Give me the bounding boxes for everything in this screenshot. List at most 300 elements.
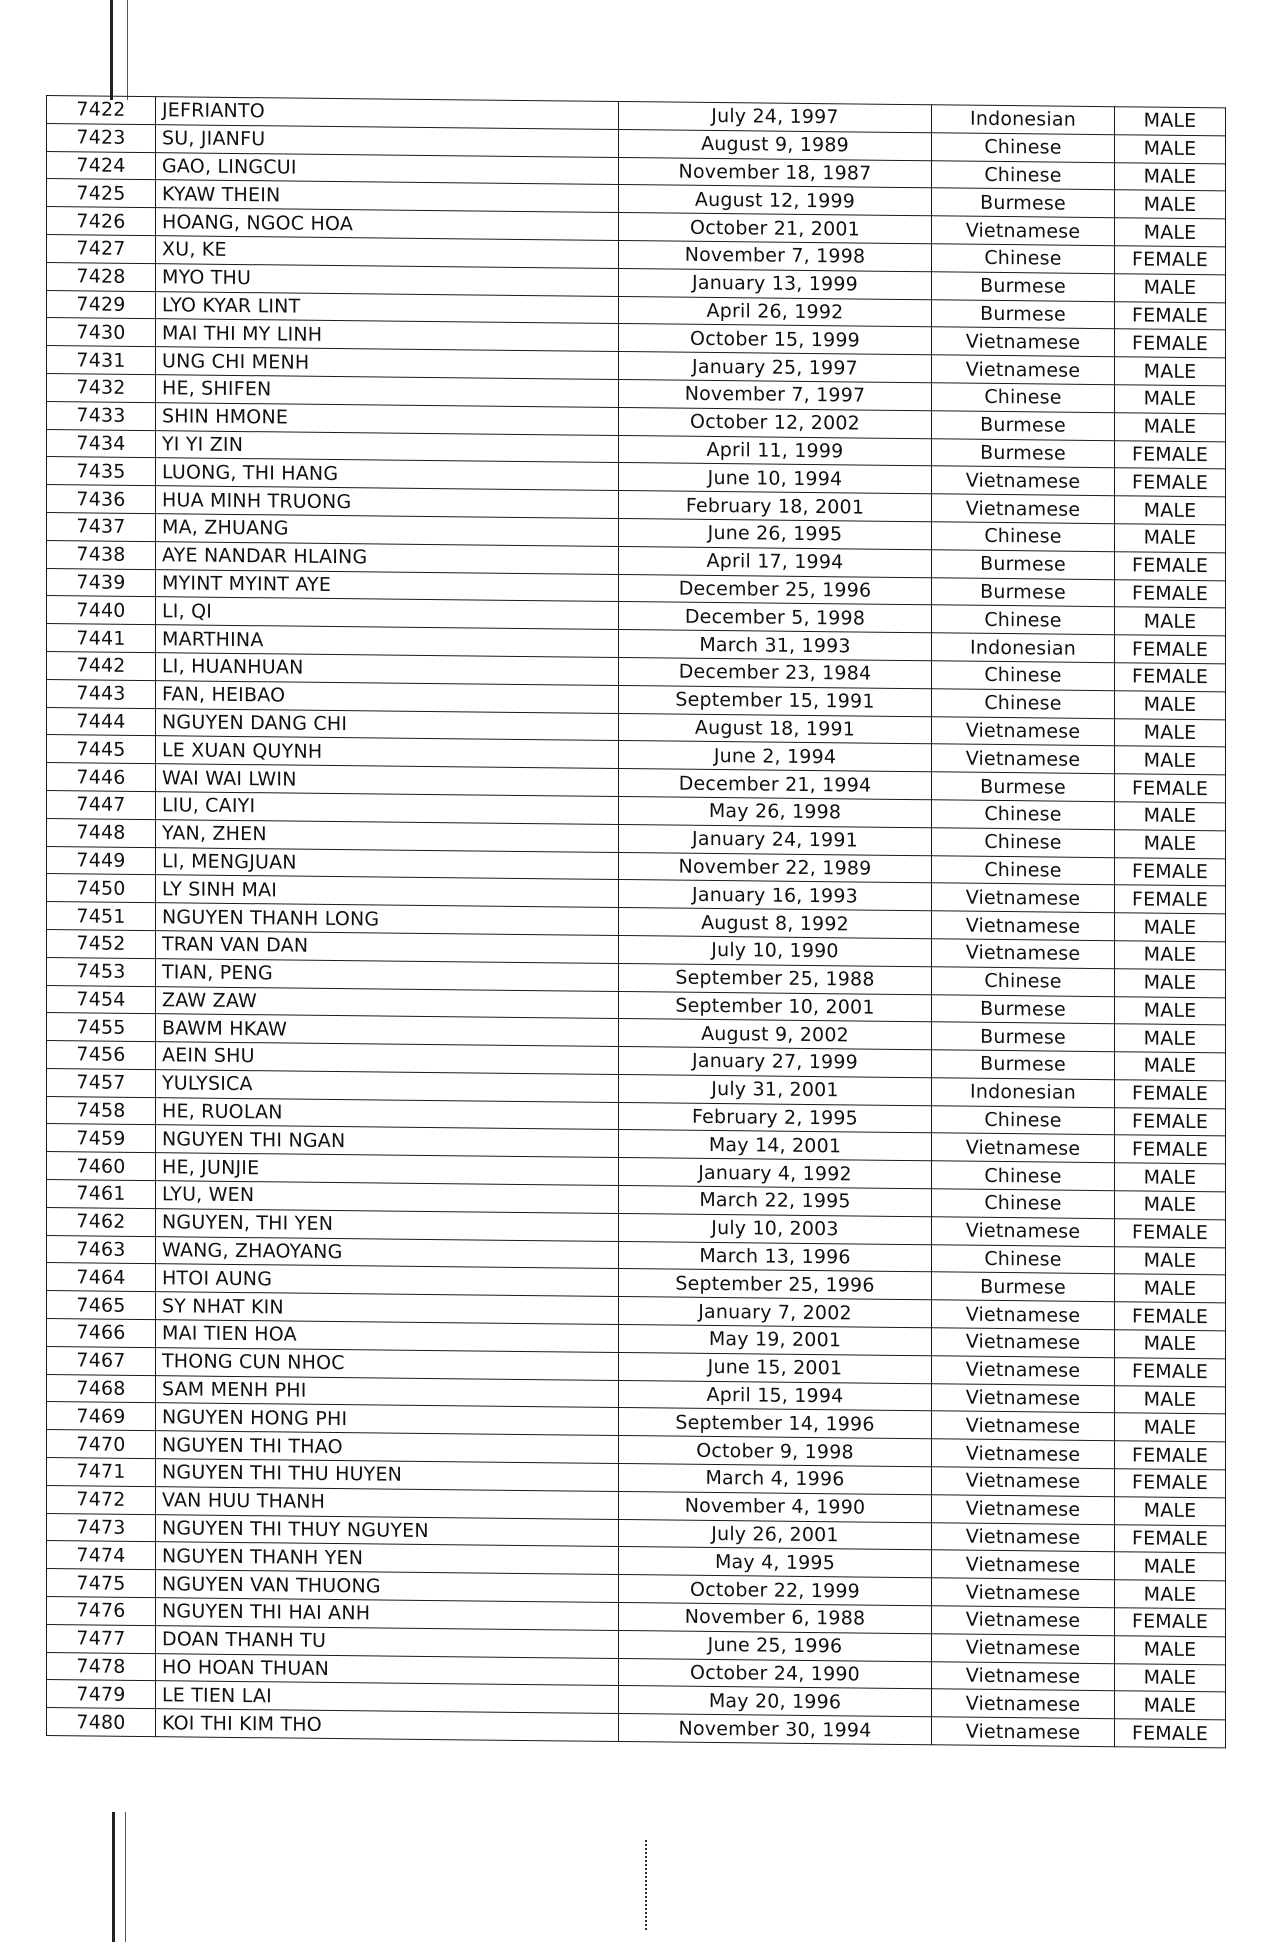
nationality-cell: Burmese bbox=[932, 188, 1115, 218]
row-number-cell: 7430 bbox=[47, 318, 156, 347]
row-number-cell: 7460 bbox=[47, 1152, 156, 1181]
person-name-cell: YULYSICA bbox=[156, 1070, 619, 1103]
date-of-birth-cell: May 20, 1996 bbox=[619, 1686, 932, 1717]
nationality-cell: Vietnamese bbox=[932, 1550, 1115, 1580]
person-name-cell: HOANG, NGOC HOA bbox=[156, 208, 619, 241]
row-number-cell: 7456 bbox=[47, 1041, 156, 1070]
person-name-cell: WAI WAI LWIN bbox=[156, 764, 619, 797]
nationality-cell: Chinese bbox=[932, 1161, 1115, 1191]
person-name-cell: SY NHAT KIN bbox=[156, 1292, 619, 1325]
sex-cell: MALE bbox=[1115, 1246, 1226, 1275]
row-number-cell: 7465 bbox=[47, 1291, 156, 1320]
nationality-cell: Vietnamese bbox=[932, 1578, 1115, 1608]
person-name-cell: KYAW THEIN bbox=[156, 180, 619, 213]
person-name-cell: NGUYEN THI THUY NGUYEN bbox=[156, 1514, 619, 1547]
row-number-cell: 7468 bbox=[47, 1374, 156, 1403]
row-number-cell: 7444 bbox=[47, 707, 156, 736]
sex-cell: FEMALE bbox=[1115, 246, 1226, 275]
sex-cell: MALE bbox=[1115, 1497, 1226, 1526]
nationality-cell: Vietnamese bbox=[932, 1661, 1115, 1691]
row-number-cell: 7480 bbox=[47, 1708, 156, 1737]
nationality-cell: Chinese bbox=[932, 160, 1115, 190]
row-number-cell: 7434 bbox=[47, 429, 156, 458]
nationality-cell: Chinese bbox=[932, 1105, 1115, 1135]
row-number-cell: 7447 bbox=[47, 790, 156, 819]
sex-cell: FEMALE bbox=[1115, 1719, 1226, 1748]
nationality-cell: Chinese bbox=[932, 966, 1115, 996]
row-number-cell: 7443 bbox=[47, 679, 156, 708]
row-number-cell: 7455 bbox=[47, 1013, 156, 1042]
nationality-cell: Vietnamese bbox=[932, 1606, 1115, 1636]
nationality-cell: Chinese bbox=[932, 1244, 1115, 1274]
sex-cell: FEMALE bbox=[1115, 551, 1226, 580]
person-name-cell: BAWM HKAW bbox=[156, 1014, 619, 1047]
sex-cell: MALE bbox=[1115, 1552, 1226, 1581]
person-name-cell: NGUYEN THI THAO bbox=[156, 1431, 619, 1464]
person-name-cell: UNG CHI MENH bbox=[156, 347, 619, 380]
sex-cell: MALE bbox=[1115, 829, 1226, 858]
person-name-cell: NGUYEN THANH YEN bbox=[156, 1542, 619, 1575]
sex-cell: MALE bbox=[1115, 913, 1226, 942]
date-of-birth-cell: November 6, 1988 bbox=[619, 1603, 932, 1634]
nationality-cell: Vietnamese bbox=[932, 1495, 1115, 1525]
sex-cell: MALE bbox=[1115, 1163, 1226, 1192]
row-number-cell: 7457 bbox=[47, 1068, 156, 1097]
row-number-cell: 7429 bbox=[47, 290, 156, 319]
person-name-cell: MA, ZHUANG bbox=[156, 514, 619, 547]
date-of-birth-cell: January 27, 1999 bbox=[619, 1047, 932, 1078]
person-name-cell: XU, KE bbox=[156, 236, 619, 269]
row-number-cell: 7479 bbox=[47, 1680, 156, 1709]
sex-cell: MALE bbox=[1115, 496, 1226, 525]
person-name-cell: NGUYEN, THI YEN bbox=[156, 1209, 619, 1242]
scan-binding-mark-top bbox=[110, 0, 128, 100]
sex-cell: FEMALE bbox=[1115, 885, 1226, 914]
sex-cell: MALE bbox=[1115, 607, 1226, 636]
date-of-birth-cell: April 26, 1992 bbox=[619, 296, 932, 327]
nationality-cell: Chinese bbox=[932, 661, 1115, 691]
person-name-cell: HE, JUNJIE bbox=[156, 1153, 619, 1186]
sex-cell: MALE bbox=[1115, 718, 1226, 747]
nationality-cell: Burmese bbox=[932, 411, 1115, 441]
sex-cell: MALE bbox=[1115, 273, 1226, 302]
date-of-birth-cell: August 9, 1989 bbox=[619, 129, 932, 160]
sex-cell: MALE bbox=[1115, 1385, 1226, 1414]
row-number-cell: 7454 bbox=[47, 985, 156, 1014]
sex-cell: FEMALE bbox=[1115, 1441, 1226, 1470]
row-number-cell: 7475 bbox=[47, 1569, 156, 1598]
nationality-cell: Chinese bbox=[932, 522, 1115, 552]
date-of-birth-cell: January 25, 1997 bbox=[619, 352, 932, 383]
person-name-cell: NGUYEN THANH LONG bbox=[156, 903, 619, 936]
nationality-cell: Vietnamese bbox=[932, 327, 1115, 357]
person-name-cell: NGUYEN THI THU HUYEN bbox=[156, 1459, 619, 1492]
date-of-birth-cell: January 16, 1993 bbox=[619, 880, 932, 911]
sex-cell: FEMALE bbox=[1115, 329, 1226, 358]
person-name-cell: HO HOAN THUAN bbox=[156, 1653, 619, 1686]
nationality-cell: Burmese bbox=[932, 1022, 1115, 1052]
row-number-cell: 7438 bbox=[47, 540, 156, 569]
sex-cell: FEMALE bbox=[1115, 774, 1226, 803]
date-of-birth-cell: February 2, 1995 bbox=[619, 1102, 932, 1133]
nationality-cell: Vietnamese bbox=[932, 1439, 1115, 1469]
person-name-cell: THONG CUN NHOC bbox=[156, 1348, 619, 1381]
row-number-cell: 7472 bbox=[47, 1485, 156, 1514]
row-number-cell: 7423 bbox=[47, 123, 156, 152]
row-number-cell: 7478 bbox=[47, 1652, 156, 1681]
person-name-cell: LUONG, THI HANG bbox=[156, 458, 619, 491]
nationality-cell: Vietnamese bbox=[932, 1717, 1115, 1747]
nationality-cell: Vietnamese bbox=[932, 1217, 1115, 1247]
date-of-birth-cell: November 4, 1990 bbox=[619, 1491, 932, 1522]
date-of-birth-cell: July 10, 1990 bbox=[619, 935, 932, 966]
date-of-birth-cell: December 23, 1984 bbox=[619, 657, 932, 688]
person-name-cell: MYO THU bbox=[156, 263, 619, 296]
nationality-cell: Vietnamese bbox=[932, 1328, 1115, 1358]
person-name-cell: JEFRIANTO bbox=[156, 97, 619, 130]
nationality-cell: Indonesian bbox=[932, 105, 1115, 135]
person-name-cell: SHIN HMONE bbox=[156, 402, 619, 435]
row-number-cell: 7426 bbox=[47, 207, 156, 236]
row-number-cell: 7425 bbox=[47, 179, 156, 208]
sex-cell: FEMALE bbox=[1115, 635, 1226, 664]
nationality-cell: Vietnamese bbox=[932, 1300, 1115, 1330]
sex-cell: MALE bbox=[1115, 1663, 1226, 1692]
date-of-birth-cell: November 18, 1987 bbox=[619, 157, 932, 188]
nationality-cell: Burmese bbox=[932, 272, 1115, 302]
row-number-cell: 7462 bbox=[47, 1207, 156, 1236]
person-name-cell: NGUYEN HONG PHI bbox=[156, 1403, 619, 1436]
row-number-cell: 7461 bbox=[47, 1180, 156, 1209]
nationality-cell: Vietnamese bbox=[932, 1356, 1115, 1386]
sex-cell: FEMALE bbox=[1115, 301, 1226, 330]
date-of-birth-cell: September 25, 1988 bbox=[619, 963, 932, 994]
row-number-cell: 7431 bbox=[47, 346, 156, 375]
person-name-cell: MAI TIEN HOA bbox=[156, 1320, 619, 1353]
scan-dotted-mark bbox=[645, 1840, 649, 1930]
sex-cell: MALE bbox=[1115, 1636, 1226, 1665]
nationality-cell: Vietnamese bbox=[932, 939, 1115, 969]
row-number-cell: 7428 bbox=[47, 262, 156, 291]
nationality-cell: Burmese bbox=[932, 299, 1115, 329]
date-of-birth-cell: November 7, 1998 bbox=[619, 240, 932, 271]
register-table-body bbox=[47, 96, 1226, 1748]
nationality-cell: Vietnamese bbox=[932, 883, 1115, 913]
person-name-cell: MYINT MYINT AYE bbox=[156, 569, 619, 602]
nationality-cell: Vietnamese bbox=[932, 355, 1115, 385]
person-name-cell: GAO, LINGCUI bbox=[156, 152, 619, 185]
row-number-cell: 7470 bbox=[47, 1430, 156, 1459]
nationality-cell: Vietnamese bbox=[932, 216, 1115, 246]
person-name-cell: LYO KYAR LINT bbox=[156, 291, 619, 324]
nationality-cell: Vietnamese bbox=[932, 1522, 1115, 1552]
nationality-cell: Vietnamese bbox=[932, 911, 1115, 941]
sex-cell: FEMALE bbox=[1115, 1469, 1226, 1498]
nationality-cell: Chinese bbox=[932, 689, 1115, 719]
sex-cell: MALE bbox=[1115, 412, 1226, 441]
person-name-cell: TRAN VAN DAN bbox=[156, 931, 619, 964]
person-name-cell: LE XUAN QUYNH bbox=[156, 736, 619, 769]
date-of-birth-cell: October 21, 2001 bbox=[619, 213, 932, 244]
person-name-cell: HTOI AUNG bbox=[156, 1264, 619, 1297]
row-number-cell: 7459 bbox=[47, 1124, 156, 1153]
date-of-birth-cell: July 26, 2001 bbox=[619, 1519, 932, 1550]
nationality-cell: Chinese bbox=[932, 133, 1115, 163]
date-of-birth-cell: June 25, 1996 bbox=[619, 1630, 932, 1661]
sex-cell: MALE bbox=[1115, 941, 1226, 970]
date-of-birth-cell: October 15, 1999 bbox=[619, 324, 932, 355]
person-name-cell: NGUYEN THI NGAN bbox=[156, 1125, 619, 1158]
sex-cell: MALE bbox=[1115, 385, 1226, 414]
person-name-cell: SU, JIANFU bbox=[156, 124, 619, 157]
row-number-cell: 7467 bbox=[47, 1346, 156, 1375]
date-of-birth-cell: September 10, 2001 bbox=[619, 991, 932, 1022]
row-number-cell: 7452 bbox=[47, 929, 156, 958]
person-name-cell: AEIN SHU bbox=[156, 1042, 619, 1075]
sex-cell: FEMALE bbox=[1115, 1219, 1226, 1248]
row-number-cell: 7439 bbox=[47, 568, 156, 597]
nationality-cell: Chinese bbox=[932, 855, 1115, 885]
sex-cell: FEMALE bbox=[1115, 440, 1226, 469]
person-name-cell: MAI THI MY LINH bbox=[156, 319, 619, 352]
date-of-birth-cell: June 10, 1994 bbox=[619, 463, 932, 494]
date-of-birth-cell: August 9, 2002 bbox=[619, 1019, 932, 1050]
person-name-cell: TIAN, PENG bbox=[156, 958, 619, 991]
person-name-cell: MARTHINA bbox=[156, 625, 619, 658]
date-of-birth-cell: December 5, 1998 bbox=[619, 602, 932, 633]
person-name-cell: LYU, WEN bbox=[156, 1181, 619, 1214]
date-of-birth-cell: March 31, 1993 bbox=[619, 630, 932, 661]
person-name-cell: LE TIEN LAI bbox=[156, 1681, 619, 1714]
sex-cell: MALE bbox=[1115, 218, 1226, 247]
nationality-cell: Vietnamese bbox=[932, 744, 1115, 774]
sex-cell: MALE bbox=[1115, 162, 1226, 191]
date-of-birth-cell: July 10, 2003 bbox=[619, 1213, 932, 1244]
row-number-cell: 7435 bbox=[47, 457, 156, 486]
sex-cell: MALE bbox=[1115, 1024, 1226, 1053]
nationality-cell: Vietnamese bbox=[932, 1689, 1115, 1719]
sex-cell: MALE bbox=[1115, 1580, 1226, 1609]
sex-cell: MALE bbox=[1115, 690, 1226, 719]
nationality-cell: Vietnamese bbox=[932, 1634, 1115, 1664]
date-of-birth-cell: January 4, 1992 bbox=[619, 1158, 932, 1189]
sex-cell: MALE bbox=[1115, 802, 1226, 831]
date-of-birth-cell: December 25, 1996 bbox=[619, 574, 932, 605]
date-of-birth-cell: April 11, 1999 bbox=[619, 435, 932, 466]
date-of-birth-cell: January 24, 1991 bbox=[619, 824, 932, 855]
person-name-cell: LIU, CAIYI bbox=[156, 792, 619, 825]
date-of-birth-cell: September 15, 1991 bbox=[619, 685, 932, 716]
row-number-cell: 7471 bbox=[47, 1458, 156, 1487]
date-of-birth-cell: April 17, 1994 bbox=[619, 546, 932, 577]
sex-cell: MALE bbox=[1115, 134, 1226, 163]
sex-cell: MALE bbox=[1115, 524, 1226, 553]
date-of-birth-cell: September 14, 1996 bbox=[619, 1408, 932, 1439]
row-number-cell: 7450 bbox=[47, 874, 156, 903]
date-of-birth-cell: August 8, 1992 bbox=[619, 908, 932, 939]
nationality-cell: Chinese bbox=[932, 605, 1115, 635]
nationality-cell: Burmese bbox=[932, 550, 1115, 580]
sex-cell: FEMALE bbox=[1115, 579, 1226, 608]
row-number-cell: 7466 bbox=[47, 1319, 156, 1348]
date-of-birth-cell: October 24, 1990 bbox=[619, 1658, 932, 1689]
person-name-cell: LI, HUANHUAN bbox=[156, 653, 619, 686]
row-number-cell: 7474 bbox=[47, 1541, 156, 1570]
person-name-cell: WANG, ZHAOYANG bbox=[156, 1236, 619, 1269]
date-of-birth-cell: November 22, 1989 bbox=[619, 852, 932, 883]
person-name-cell: ZAW ZAW bbox=[156, 986, 619, 1019]
person-name-cell: LY SINH MAI bbox=[156, 875, 619, 908]
person-name-cell: AYE NANDAR HLAING bbox=[156, 541, 619, 574]
sex-cell: MALE bbox=[1115, 1413, 1226, 1442]
nationality-cell: Chinese bbox=[932, 800, 1115, 830]
date-of-birth-cell: July 24, 1997 bbox=[619, 101, 932, 132]
person-name-cell: DOAN THANH TU bbox=[156, 1625, 619, 1658]
nationality-cell: Vietnamese bbox=[932, 716, 1115, 746]
row-number-cell: 7436 bbox=[47, 485, 156, 514]
date-of-birth-cell: June 15, 2001 bbox=[619, 1352, 932, 1383]
nationality-cell: Burmese bbox=[932, 577, 1115, 607]
person-name-cell: YI YI ZIN bbox=[156, 430, 619, 463]
person-name-cell: LI, MENGJUAN bbox=[156, 847, 619, 880]
sex-cell: FEMALE bbox=[1115, 1302, 1226, 1331]
nationality-cell: Vietnamese bbox=[932, 1411, 1115, 1441]
row-number-cell: 7469 bbox=[47, 1402, 156, 1431]
row-number-cell: 7442 bbox=[47, 651, 156, 680]
row-number-cell: 7476 bbox=[47, 1597, 156, 1626]
nationality-cell: Burmese bbox=[932, 772, 1115, 802]
nationality-cell: Chinese bbox=[932, 1189, 1115, 1219]
sex-cell: MALE bbox=[1115, 1191, 1226, 1220]
row-number-cell: 7463 bbox=[47, 1235, 156, 1264]
nationality-cell: Burmese bbox=[932, 994, 1115, 1024]
date-of-birth-cell: January 7, 2002 bbox=[619, 1297, 932, 1328]
date-of-birth-cell: September 25, 1996 bbox=[619, 1269, 932, 1300]
sex-cell: FEMALE bbox=[1115, 1358, 1226, 1387]
row-number-cell: 7477 bbox=[47, 1624, 156, 1653]
nationality-cell: Burmese bbox=[932, 438, 1115, 468]
row-number-cell: 7432 bbox=[47, 373, 156, 402]
date-of-birth-cell: March 4, 1996 bbox=[619, 1464, 932, 1495]
date-of-birth-cell: May 26, 1998 bbox=[619, 796, 932, 827]
person-name-cell: NGUYEN THI HAI ANH bbox=[156, 1598, 619, 1631]
date-of-birth-cell: October 12, 2002 bbox=[619, 407, 932, 438]
date-of-birth-cell: July 31, 2001 bbox=[619, 1074, 932, 1105]
sex-cell: FEMALE bbox=[1115, 1135, 1226, 1164]
row-number-cell: 7446 bbox=[47, 763, 156, 792]
sex-cell: MALE bbox=[1115, 1691, 1226, 1720]
sex-cell: MALE bbox=[1115, 1274, 1226, 1303]
row-number-cell: 7437 bbox=[47, 512, 156, 541]
person-name-cell: KOI THI KIM THO bbox=[156, 1709, 619, 1742]
scan-binding-mark-bottom bbox=[112, 1812, 126, 1942]
nationality-cell: Burmese bbox=[932, 1272, 1115, 1302]
row-number-cell: 7464 bbox=[47, 1263, 156, 1292]
person-name-cell: YAN, ZHEN bbox=[156, 819, 619, 852]
sex-cell: MALE bbox=[1115, 996, 1226, 1025]
person-name-cell: SAM MENH PHI bbox=[156, 1375, 619, 1408]
nationality-cell: Vietnamese bbox=[932, 1467, 1115, 1497]
row-number-cell: 7473 bbox=[47, 1513, 156, 1542]
person-name-cell: NGUYEN DANG CHI bbox=[156, 708, 619, 741]
date-of-birth-cell: February 18, 2001 bbox=[619, 491, 932, 522]
date-of-birth-cell: March 22, 1995 bbox=[619, 1186, 932, 1217]
date-of-birth-cell: October 9, 1998 bbox=[619, 1436, 932, 1467]
nationality-cell: Burmese bbox=[932, 1050, 1115, 1080]
nationality-cell: Chinese bbox=[932, 244, 1115, 274]
sex-cell: FEMALE bbox=[1115, 468, 1226, 497]
row-number-cell: 7441 bbox=[47, 624, 156, 653]
date-of-birth-cell: June 26, 1995 bbox=[619, 518, 932, 549]
row-number-cell: 7458 bbox=[47, 1096, 156, 1125]
sex-cell: MALE bbox=[1115, 1052, 1226, 1081]
date-of-birth-cell: August 12, 1999 bbox=[619, 185, 932, 216]
nationality-cell: Chinese bbox=[932, 827, 1115, 857]
date-of-birth-cell: May 14, 2001 bbox=[619, 1130, 932, 1161]
nationality-cell: Chinese bbox=[932, 383, 1115, 413]
sex-cell: MALE bbox=[1115, 357, 1226, 386]
register-table bbox=[46, 95, 1226, 1748]
row-number-cell: 7424 bbox=[47, 151, 156, 180]
sex-cell: MALE bbox=[1115, 107, 1226, 136]
date-of-birth-cell: November 7, 1997 bbox=[619, 379, 932, 410]
row-number-cell: 7433 bbox=[47, 401, 156, 430]
nationality-cell: Vietnamese bbox=[932, 1133, 1115, 1163]
date-of-birth-cell: October 22, 1999 bbox=[619, 1575, 932, 1606]
sex-cell: MALE bbox=[1115, 746, 1226, 775]
nationality-cell: Indonesian bbox=[932, 1078, 1115, 1108]
person-name-cell: HUA MINH TRUONG bbox=[156, 486, 619, 519]
row-number-cell: 7448 bbox=[47, 818, 156, 847]
sex-cell: FEMALE bbox=[1115, 1608, 1226, 1637]
row-number-cell: 7451 bbox=[47, 902, 156, 931]
row-number-cell: 7445 bbox=[47, 735, 156, 764]
nationality-cell: Vietnamese bbox=[932, 1383, 1115, 1413]
sex-cell: FEMALE bbox=[1115, 1107, 1226, 1136]
row-number-cell: 7440 bbox=[47, 596, 156, 625]
date-of-birth-cell: December 21, 1994 bbox=[619, 769, 932, 800]
person-name-cell: FAN, HEIBAO bbox=[156, 680, 619, 713]
date-of-birth-cell: April 15, 1994 bbox=[619, 1380, 932, 1411]
date-of-birth-cell: June 2, 1994 bbox=[619, 741, 932, 772]
row-number-cell: 7427 bbox=[47, 234, 156, 263]
sex-cell: FEMALE bbox=[1115, 857, 1226, 886]
sex-cell: MALE bbox=[1115, 968, 1226, 997]
row-number-cell: 7449 bbox=[47, 846, 156, 875]
sex-cell: FEMALE bbox=[1115, 1524, 1226, 1553]
date-of-birth-cell: January 13, 1999 bbox=[619, 268, 932, 299]
person-name-cell: HE, SHIFEN bbox=[156, 375, 619, 408]
person-name-cell: HE, RUOLAN bbox=[156, 1097, 619, 1130]
nationality-cell: Indonesian bbox=[932, 633, 1115, 663]
sex-cell: FEMALE bbox=[1115, 1080, 1226, 1109]
person-name-cell: NGUYEN VAN THUONG bbox=[156, 1570, 619, 1603]
date-of-birth-cell: March 13, 1996 bbox=[619, 1241, 932, 1272]
sex-cell: MALE bbox=[1115, 190, 1226, 219]
sex-cell: MALE bbox=[1115, 1330, 1226, 1359]
date-of-birth-cell: May 4, 1995 bbox=[619, 1547, 932, 1578]
row-number-cell: 7453 bbox=[47, 957, 156, 986]
nationality-cell: Vietnamese bbox=[932, 494, 1115, 524]
row-number-cell: 7422 bbox=[47, 96, 156, 125]
sex-cell: FEMALE bbox=[1115, 663, 1226, 692]
nationality-cell: Vietnamese bbox=[932, 466, 1115, 496]
date-of-birth-cell: August 18, 1991 bbox=[619, 713, 932, 744]
date-of-birth-cell: May 19, 2001 bbox=[619, 1325, 932, 1356]
date-of-birth-cell: November 30, 1994 bbox=[619, 1714, 932, 1745]
person-name-cell: VAN HUU THANH bbox=[156, 1486, 619, 1519]
person-name-cell: LI, QI bbox=[156, 597, 619, 630]
